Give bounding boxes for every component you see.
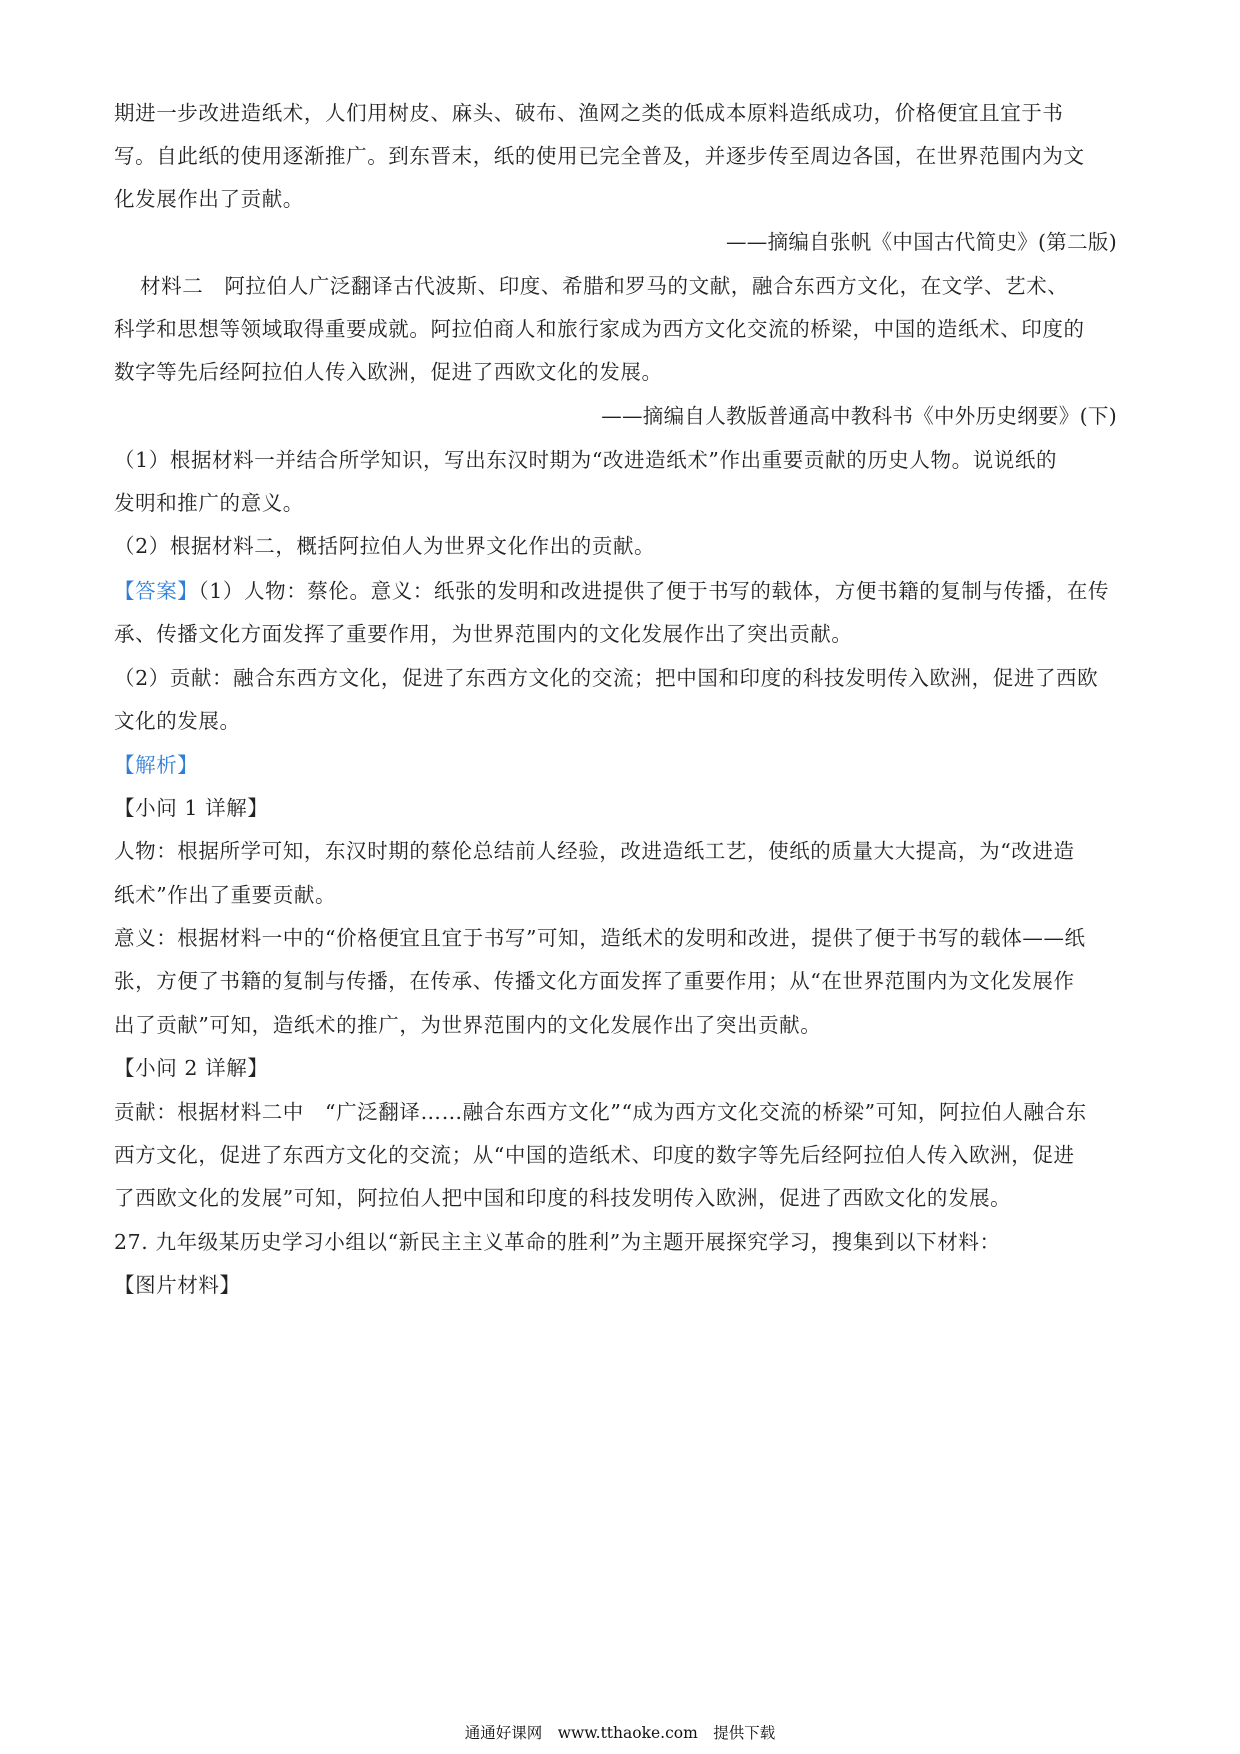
sub-question-2-heading: 【小问 2 详解】: [114, 1056, 269, 1080]
analysis-1-line-4: 张，方便了书籍的复制与传播，在传承、传播文化方面发挥了重要作用；从“在世界范围内为文化发展作: [114, 969, 1075, 993]
question-27: 27. 九年级某历史学习小组以“新民主主义革命的胜利”为主题开展探究学习，搜集到以下材料：: [114, 1230, 1001, 1254]
analysis-label: 【解析】: [114, 753, 199, 777]
answer-1-line-2: 承、传播文化方面发挥了重要作用，为世界范围内的文化发展作出了突出贡献。: [114, 622, 853, 646]
material1-line-2: 写。自此纸的使用逐渐推广。到东晋末，纸的使用已完全普及，并逐步传至周边各国，在世界范围内为文: [114, 144, 1085, 168]
material1-line-1: 期进一步改进造纸术，人们用树皮、麻头、破布、渔网之类的低成本原料造纸成功，价格便宜且宜于书: [114, 101, 1064, 125]
analysis-2-line-2: 西方文化，促进了东西方文化的交流；从“中国的造纸术、印度的数字等先后经阿拉伯人传入欧洲，促进: [114, 1143, 1075, 1167]
answer-label: 【答案】: [114, 579, 199, 603]
question-1-line-1: （1）根据材料一并结合所学知识，写出东汉时期为“改进造纸术”作出重要贡献的历史人物。说说纸的: [114, 448, 1058, 472]
question-2: （2）根据材料二，概括阿拉伯人为世界文化作出的贡献。: [114, 534, 656, 558]
answer-2-line-1: （2）贡献：融合东西方文化，促进了东西方文化的交流；把中国和印度的科技发明传入欧洲，促进了西欧: [114, 666, 1099, 690]
question-1-line-2: 发明和推广的意义。: [114, 491, 304, 515]
material2-line-1: 材料二 阿拉伯人广泛翻译古代波斯、印度、希腊和罗马的文献，融合东西方文化，在文学、艺术、: [140, 274, 1069, 298]
material2-line-2: 科学和思想等领域取得重要成就。阿拉伯商人和旅行家成为西方文化交流的桥梁，中国的造纸术、印度的: [114, 317, 1085, 341]
material1-line-3: 化发展作出了贡献。: [114, 187, 304, 211]
sub-question-1-heading: 【小问 1 详解】: [114, 796, 269, 820]
answer-2-line-2: 文化的发展。: [114, 709, 241, 733]
answer-1-line-1: [114, 576, 1130, 606]
analysis-2-line-1: 贡献：根据材料二中 “广泛翻译……融合东西方文化”“成为西方文化交流的桥梁”可知，阿拉伯人融合东: [114, 1100, 1087, 1124]
analysis-1-line-5: 出了贡献”可知，造纸术的推广，为世界范围内的文化发展作出了突出贡献。: [114, 1013, 822, 1037]
analysis-2-line-3: 了西欧文化的发展”可知，阿拉伯人把中国和印度的科技发明传入欧洲，促进了西欧文化的发展。: [114, 1186, 1012, 1210]
answer-1-text: （1）人物：蔡伦。意义：纸张的发明和改进提供了便于书写的载体，方便书籍的复制与传播，在传: [198, 579, 1110, 603]
analysis-1-line-3: 意义：根据材料一中的“价格便宜且宜于书写”可知，造纸术的发明和改进，提供了便于书写的载体——纸: [114, 926, 1086, 950]
analysis-1-line-1: 人物：根据所学可知，东汉时期的蔡伦总结前人经验，改进造纸工艺，使纸的质量大大提高，为“改进造: [114, 839, 1075, 863]
analysis-1-line-2: 纸术”作出了重要贡献。: [114, 883, 337, 907]
picture-material-label: 【图片材料】: [114, 1273, 241, 1297]
material1-source: ——摘编自张帆《中国古代简史》(第二版): [726, 230, 1117, 254]
footer-watermark: 通通好课网 www.tthaoke.com 提供下载: [464, 1724, 776, 1742]
material2-source: ——摘编自人教版普通高中教科书《中外历史纲要》(下): [601, 404, 1117, 428]
material2-line-3: 数字等先后经阿拉伯人传入欧洲，促进了西欧文化的发展。: [114, 360, 663, 384]
